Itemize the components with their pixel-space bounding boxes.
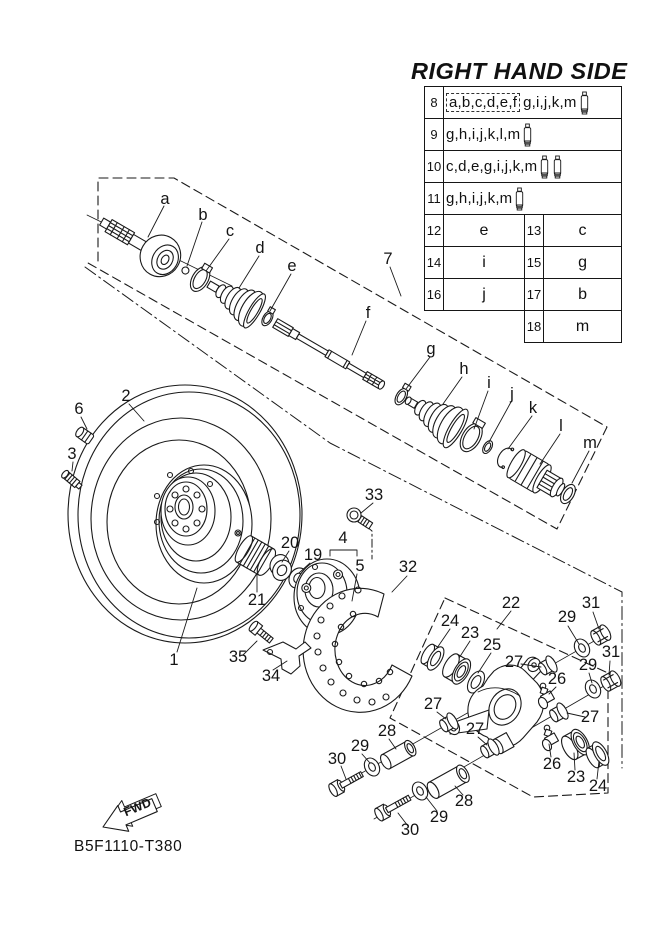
ref-num: 14 <box>425 247 444 279</box>
ref-num: 18 <box>525 311 544 343</box>
ref-letters <box>444 151 622 183</box>
ref-letter: e <box>444 215 525 247</box>
callout-k: k <box>528 399 538 417</box>
part-ring-j <box>481 439 495 455</box>
fwd-label: FWD <box>121 795 154 820</box>
ref-letter: i <box>444 247 525 279</box>
part-pivot-bolt-lower <box>373 792 413 823</box>
callout-23b: 23 <box>566 768 586 786</box>
callout-29c: 29 <box>350 737 370 755</box>
callout-27c: 27 <box>423 695 443 713</box>
callout-m: m <box>583 434 597 452</box>
ref-letter-list: g,i,j,k,m <box>523 94 577 111</box>
ref-num: 16 <box>425 279 444 311</box>
callout-29d: 29 <box>429 808 449 826</box>
callout-l: l <box>559 417 563 435</box>
callout-2: 2 <box>121 387 131 405</box>
table-row <box>425 183 622 215</box>
callout-27b: 27 <box>580 708 600 726</box>
callout-27d: 27 <box>465 720 485 738</box>
callout-31a: 31 <box>581 594 601 612</box>
part-hub-bolt <box>347 508 373 529</box>
callout-h: h <box>459 360 469 378</box>
ref-letter-list: g,h,i,j,k,l,m <box>446 126 521 143</box>
ref-num: 15 <box>525 247 544 279</box>
callout-22: 22 <box>501 594 521 612</box>
callout-33: 33 <box>364 486 384 504</box>
callout-a: a <box>160 190 170 208</box>
callout-b: b <box>198 206 208 224</box>
callout-7: 7 <box>383 250 393 268</box>
grease-tube-icon <box>522 122 533 148</box>
ref-letter-list: c,d,e,g,i,j,k,m <box>446 158 538 175</box>
callout-1: 1 <box>169 651 179 669</box>
callout-30a: 30 <box>327 750 347 768</box>
table-row <box>425 87 622 119</box>
callout-20: 20 <box>280 534 300 552</box>
callout-d: d <box>255 239 265 257</box>
ref-num: 10 <box>425 151 444 183</box>
part-washer-29c <box>361 755 382 778</box>
grease-tube-icon <box>514 186 525 212</box>
callout-25: 25 <box>482 636 502 654</box>
ref-empty-cell <box>425 311 525 343</box>
callout-j: j <box>510 385 514 403</box>
callout-e: e <box>287 257 297 275</box>
callout-26b: 26 <box>542 755 562 773</box>
reference-table <box>424 86 622 343</box>
part-bracket-bolt <box>248 620 275 645</box>
callout-23a: 23 <box>460 624 480 642</box>
page-title: RIGHT HAND SIDE <box>411 58 628 84</box>
callout-29b: 29 <box>578 656 598 674</box>
ref-num: 17 <box>525 279 544 311</box>
hub-assembly-bracket <box>330 550 357 556</box>
grease-tube-icon <box>579 90 590 116</box>
part-disc-guard <box>303 587 412 712</box>
callout-c: c <box>225 222 235 240</box>
fwd-arrow <box>98 787 164 840</box>
callout-19: 19 <box>303 546 323 564</box>
callout-27a: 27 <box>504 653 524 671</box>
callout-24a: 24 <box>440 612 460 630</box>
ref-letter: g <box>544 247 622 279</box>
callout-31b: 31 <box>601 643 621 661</box>
callout-30b: 30 <box>400 821 420 839</box>
callout-29a: 29 <box>557 608 577 626</box>
ref-letter-list: g,h,i,j,k,m <box>446 190 513 207</box>
callout-f: f <box>365 304 371 322</box>
table-row <box>425 119 622 151</box>
ref-num: 11 <box>425 183 444 215</box>
grease-tube-icon <box>552 154 563 180</box>
part-nut-31b <box>599 669 623 693</box>
callout-21: 21 <box>247 591 267 609</box>
table-row <box>425 247 622 279</box>
ref-boxed-letters: a,b,c,d,e,f <box>446 93 520 112</box>
ref-letters <box>444 119 622 151</box>
part-code: B5F1110-T380 <box>74 838 183 855</box>
callout-i: i <box>487 374 491 392</box>
callout-6: 6 <box>74 400 84 418</box>
ref-num: 9 <box>425 119 444 151</box>
ref-letters <box>444 87 622 119</box>
table-row <box>425 311 622 343</box>
part-pivot-bolt-upper <box>327 768 365 798</box>
ref-letters <box>444 183 622 215</box>
callout-4: 4 <box>338 529 348 547</box>
part-collar-28a <box>378 739 418 772</box>
callout-35: 35 <box>228 648 248 666</box>
callout-28b: 28 <box>454 792 474 810</box>
part-wheel-rim <box>155 465 253 583</box>
part-outboard-joint <box>91 203 188 284</box>
ref-letter: m <box>544 311 622 343</box>
grease-tube-icon <box>539 154 550 180</box>
table-row <box>425 279 622 311</box>
ref-letter: c <box>544 215 622 247</box>
callout-5: 5 <box>355 557 365 575</box>
callout-24b: 24 <box>588 777 608 795</box>
ref-num: 8 <box>425 87 444 119</box>
ref-num: 12 <box>425 215 444 247</box>
callout-26a: 26 <box>547 670 567 688</box>
callout-34: 34 <box>261 667 281 685</box>
callout-32: 32 <box>398 558 418 576</box>
callout-3: 3 <box>67 445 77 463</box>
table-row <box>425 151 622 183</box>
callout-28a: 28 <box>377 722 397 740</box>
table-row <box>425 215 622 247</box>
callout-g: g <box>426 340 436 358</box>
ref-letter: b <box>544 279 622 311</box>
ref-num: 13 <box>525 215 544 247</box>
part-axle-shaft <box>273 319 386 391</box>
ref-letter: j <box>444 279 525 311</box>
part-ring-b <box>181 266 191 276</box>
